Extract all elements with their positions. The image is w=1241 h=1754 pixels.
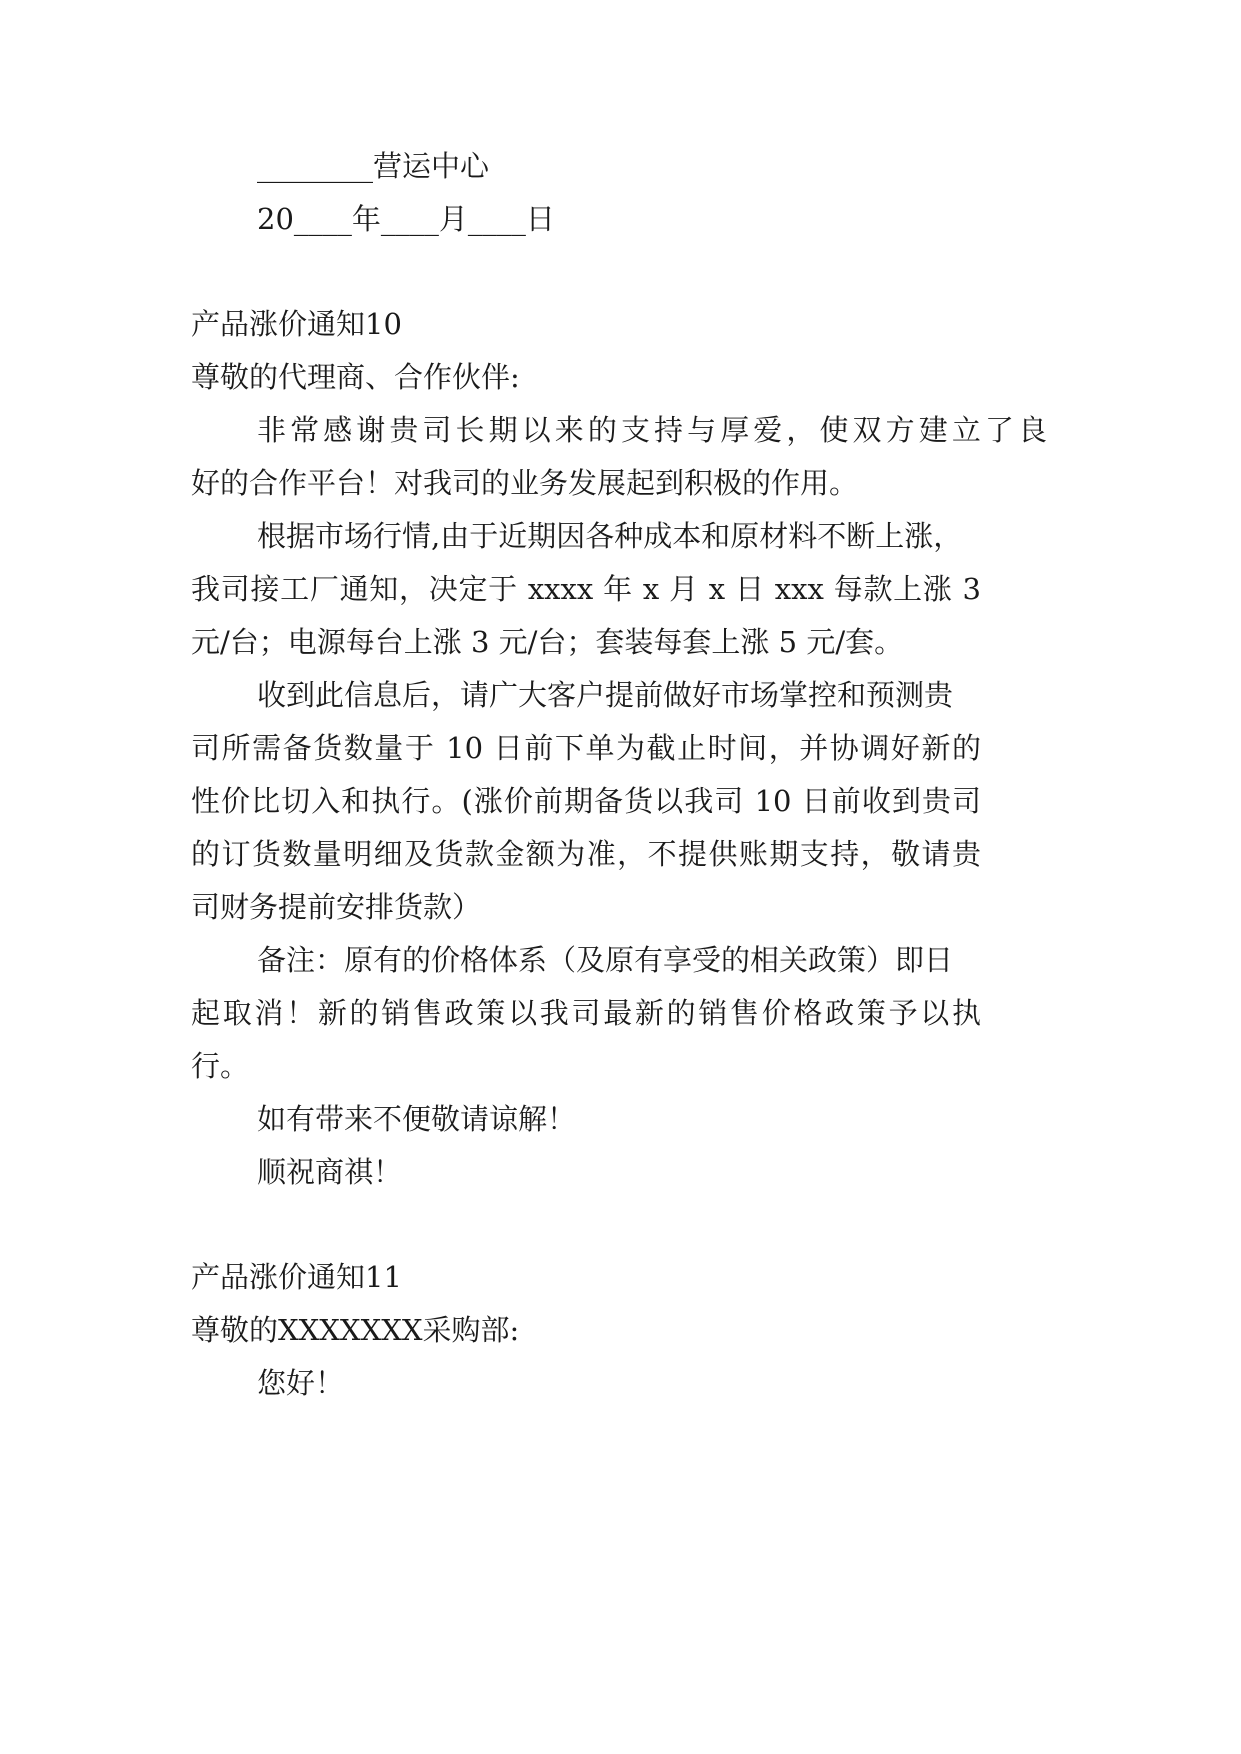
- notice10-p3-line4: 的订货数量明细及货款金额为准，不提供账期支持，敬请贵: [191, 837, 981, 871]
- notice10-p4-line2: 起取消！新的销售政策以我司最新的销售价格政策予以执: [191, 996, 981, 1030]
- notice10-closing1: 如有带来不便敬请谅解！: [257, 1102, 577, 1136]
- signature-org: ________营运中心: [257, 149, 490, 183]
- notice10-p3-line5: 司财务提前安排货款）: [191, 890, 482, 924]
- notice10-closing2: 顺祝商祺！: [257, 1155, 403, 1189]
- notice10-p3-line2: 司所需备货数量于 10 日前下单为截止时间，并协调好新的: [191, 731, 981, 765]
- notice10-p2-line2: 我司接工厂通知，决定于 xxxx 年 x 月 x 日 xxx 每款上涨 3: [191, 572, 981, 606]
- notice11-greeting: 您好！: [257, 1366, 345, 1400]
- notice10-p1-line2: 好的合作平台！对我司的业务发展起到积极的作用。: [191, 466, 859, 500]
- notice10-p3-line1: 收到此信息后，请广大客户提前做好市场掌控和预测贵: [257, 678, 954, 712]
- notice10-p3-line3: 性价比切入和执行。(涨价前期备货以我司 10 日前收到贵司: [191, 784, 981, 818]
- notice10-p2-line1: 根据市场行情,由于近期因各种成本和原材料不断上涨，: [257, 519, 963, 553]
- notice10-p4-line1: 备注：原有的价格体系（及原有享受的相关政策）即日: [257, 943, 954, 977]
- notice10-p1-line1: 非常感谢贵司长期以来的支持与厚爱，使双方建立了良: [257, 413, 1047, 447]
- notice10-p2-line3: 元/台；电源每台上涨 3 元/台；套装每套上涨 5 元/套。: [191, 625, 904, 659]
- signature-date: 20____年____月____日: [257, 202, 555, 236]
- notice10-title: 产品涨价通知10: [191, 307, 402, 341]
- notice11-title: 产品涨价通知11: [191, 1260, 402, 1294]
- notice10-p4-line3: 行。: [191, 1049, 250, 1083]
- notice10-salutation: 尊敬的代理商、合作伙伴:: [191, 360, 520, 394]
- notice11-salutation: 尊敬的XXXXXXX采购部:: [191, 1313, 520, 1347]
